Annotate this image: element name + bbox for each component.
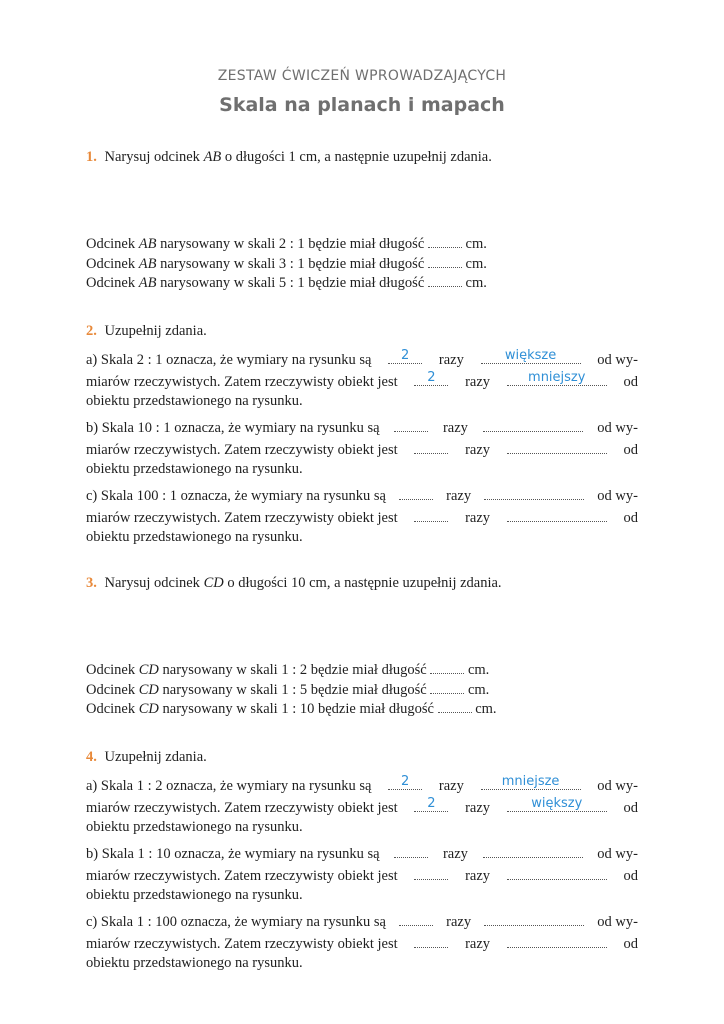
text-fragment: cm. <box>465 256 487 272</box>
text-fragment: Odcinek <box>86 236 136 252</box>
answer-text: większe <box>504 348 557 363</box>
text-row <box>86 392 638 412</box>
answer-blank[interactable] <box>484 485 584 500</box>
text-fragment: cm. <box>475 701 497 717</box>
worksheet-kicker: ZESTAW ĆWICZEŃ WPROWADZAJĄCYCH <box>217 68 507 84</box>
text-row <box>86 933 638 955</box>
text-row <box>86 865 638 887</box>
text-fragment: cm. <box>465 275 487 291</box>
task-3-line-1 <box>86 659 489 681</box>
answer-blank[interactable] <box>507 933 607 948</box>
answer-blank[interactable] <box>481 775 581 790</box>
answer-blank[interactable] <box>438 698 472 713</box>
answer-blank[interactable] <box>414 371 448 386</box>
answer-blank[interactable] <box>507 439 607 454</box>
text-fragment: AB <box>138 256 157 272</box>
text-fragment: razy <box>465 935 491 952</box>
text-fragment: od wy- <box>597 352 638 368</box>
text-fragment: o długości 10 cm, a następnie uzupełnij zdania. <box>227 575 502 591</box>
answer-blank[interactable] <box>388 775 422 790</box>
text-fragment: od <box>623 509 638 526</box>
text-fragment: Uzupełnij zdania. <box>104 749 207 765</box>
answer-text: mniejsze <box>501 774 560 789</box>
text-fragment: a) Skala 2 : 1 oznacza, że wymiary na rysunku są <box>86 352 372 368</box>
answer-blank[interactable] <box>483 417 583 432</box>
text-fragment: razy <box>465 373 491 390</box>
text-fragment: od <box>623 373 638 390</box>
text-fragment: razy <box>465 799 491 816</box>
task-2-number: 2. <box>86 323 97 339</box>
text-fragment: c) Skala 1 : 100 oznacza, że wymiary na rysunku są <box>86 914 386 930</box>
text-fragment: od wy- <box>597 914 638 930</box>
text-fragment: razy <box>438 778 464 794</box>
text-row <box>86 843 638 865</box>
task-4-number: 4. <box>86 749 97 765</box>
text-fragment: miarów rzeczywistych. Zatem rzeczywisty obiekt jest <box>86 935 398 952</box>
text-fragment: razy <box>446 914 472 930</box>
text-fragment: Odcinek <box>86 275 136 291</box>
text-fragment: od <box>623 441 638 458</box>
task-1-instruction <box>86 148 492 167</box>
answer-blank[interactable] <box>388 349 422 364</box>
text-fragment: razy <box>465 441 491 458</box>
text-fragment: Odcinek <box>86 682 136 698</box>
text-fragment: narysowany w skali 1 : 10 będzie miał długość <box>162 701 434 717</box>
answer-blank[interactable] <box>484 911 584 926</box>
text-fragment: od wy- <box>597 420 638 436</box>
answer-blank[interactable] <box>483 843 583 858</box>
answer-blank[interactable] <box>399 485 433 500</box>
text-row <box>86 417 638 439</box>
text-fragment: AB <box>203 149 222 165</box>
answer-text: 2 <box>401 348 410 363</box>
text-row <box>86 439 638 461</box>
text-fragment: cm. <box>467 682 490 698</box>
page-title: Skala na planach i mapach <box>219 94 505 116</box>
answer-blank[interactable] <box>394 417 428 432</box>
task-4-item-a <box>86 775 638 838</box>
text-fragment: razy <box>465 509 491 526</box>
task-3-number: 3. <box>86 575 97 591</box>
text-fragment: b) Skala 10 : 1 oznacza, że wymiary na rysunku są <box>86 420 380 436</box>
text-fragment: od <box>623 935 638 952</box>
text-fragment: Uzupełnij zdania. <box>104 323 207 339</box>
task-4-item-b <box>86 843 638 906</box>
text-fragment: narysowany w skali 1 : 2 będzie miał długość <box>162 662 427 678</box>
text-fragment: o długości 1 cm, a następnie uzupełnij zdania. <box>224 149 492 165</box>
text-fragment: obiektu przedstawionego na rysunku. <box>86 887 303 903</box>
text-fragment: b) Skala 1 : 10 oznacza, że wymiary na rysunku są <box>86 846 380 862</box>
text-fragment: c) Skala 100 : 1 oznacza, że wymiary na rysunku są <box>86 488 386 504</box>
text-fragment: razy <box>438 352 464 368</box>
answer-blank[interactable] <box>414 507 448 522</box>
answer-blank[interactable] <box>428 253 462 268</box>
text-fragment: od wy- <box>597 778 638 794</box>
text-fragment: od <box>623 799 638 816</box>
answer-blank[interactable] <box>414 933 448 948</box>
text-row <box>86 886 638 906</box>
task-2-item-c <box>86 485 638 548</box>
answer-blank[interactable] <box>430 659 464 674</box>
text-fragment: AB <box>138 236 157 252</box>
task-3-instruction <box>86 574 502 593</box>
text-fragment: obiektu przedstawionego na rysunku. <box>86 461 303 477</box>
text-fragment: Odcinek <box>86 701 136 717</box>
text-fragment: razy <box>465 867 491 884</box>
text-row <box>86 371 638 393</box>
task-2-instruction <box>86 322 207 341</box>
answer-blank[interactable] <box>414 439 448 454</box>
answer-text: 2 <box>427 795 436 811</box>
text-fragment: Odcinek <box>86 662 136 678</box>
text-fragment: miarów rzeczywistych. Zatem rzeczywisty obiekt jest <box>86 441 398 458</box>
text-fragment: od wy- <box>597 488 638 504</box>
text-fragment: obiektu przedstawionego na rysunku. <box>86 393 303 409</box>
answer-text: 2 <box>427 369 436 385</box>
text-fragment: Narysuj odcinek <box>104 575 200 591</box>
answer-blank[interactable] <box>399 911 433 926</box>
text-row <box>86 775 638 797</box>
answer-blank[interactable] <box>428 233 462 248</box>
answer-blank[interactable] <box>507 865 607 880</box>
answer-blank[interactable] <box>481 349 581 364</box>
task-2-item-a <box>86 349 638 412</box>
text-fragment: Odcinek <box>86 256 136 272</box>
text-fragment: CD <box>203 575 224 591</box>
answer-blank[interactable] <box>507 371 607 386</box>
text-fragment: razy <box>442 846 468 862</box>
text-row <box>86 818 638 838</box>
text-fragment: narysowany w skali 5 : 1 będzie miał długość <box>160 275 425 291</box>
answer-blank[interactable] <box>394 843 428 858</box>
text-fragment: CD <box>138 662 159 678</box>
text-fragment: od <box>623 867 638 884</box>
text-fragment: miarów rzeczywistych. Zatem rzeczywisty obiekt jest <box>86 509 398 526</box>
answer-blank[interactable] <box>414 797 448 812</box>
text-fragment: narysowany w skali 3 : 1 będzie miał długość <box>160 256 425 272</box>
text-fragment: od wy- <box>597 846 638 862</box>
task-4-instruction <box>86 748 207 767</box>
text-row <box>86 507 638 529</box>
text-fragment: CD <box>138 701 159 717</box>
text-fragment: miarów rzeczywistych. Zatem rzeczywisty obiekt jest <box>86 867 398 884</box>
text-fragment: AB <box>138 275 157 291</box>
text-fragment: CD <box>138 682 159 698</box>
task-1-line-3 <box>86 272 487 294</box>
text-fragment: razy <box>442 420 468 436</box>
answer-blank[interactable] <box>507 507 607 522</box>
text-row <box>86 485 638 507</box>
text-fragment: obiektu przedstawionego na rysunku. <box>86 529 303 545</box>
answer-blank[interactable] <box>428 272 462 287</box>
answer-blank[interactable] <box>414 865 448 880</box>
text-fragment: narysowany w skali 2 : 1 będzie miał długość <box>160 236 425 252</box>
text-row <box>86 528 638 548</box>
text-row <box>86 954 638 974</box>
text-fragment: Narysuj odcinek <box>104 149 200 165</box>
text-row <box>86 349 638 371</box>
task-4-item-c <box>86 911 638 974</box>
text-row <box>86 911 638 933</box>
task-2-item-b <box>86 417 638 480</box>
text-fragment: razy <box>446 488 472 504</box>
answer-blank[interactable] <box>430 679 464 694</box>
text-fragment: narysowany w skali 1 : 5 będzie miał długość <box>162 682 427 698</box>
answer-text: większy <box>531 795 583 811</box>
text-fragment: obiektu przedstawionego na rysunku. <box>86 955 303 971</box>
task-1-line-1 <box>86 233 487 255</box>
answer-text: mniejszy <box>528 369 586 385</box>
task-1-number: 1. <box>86 149 97 165</box>
text-fragment: cm. <box>467 662 490 678</box>
text-fragment: miarów rzeczywistych. Zatem rzeczywisty obiekt jest <box>86 373 398 390</box>
task-3-line-3 <box>86 698 497 720</box>
answer-text: 2 <box>401 774 410 789</box>
answer-blank[interactable] <box>507 797 607 812</box>
text-fragment: a) Skala 1 : 2 oznacza, że wymiary na rysunku są <box>86 778 372 794</box>
text-fragment: obiektu przedstawionego na rysunku. <box>86 819 303 835</box>
text-row <box>86 460 638 480</box>
text-fragment: cm. <box>465 236 487 252</box>
text-fragment: miarów rzeczywistych. Zatem rzeczywisty obiekt jest <box>86 799 398 816</box>
text-row <box>86 797 638 819</box>
